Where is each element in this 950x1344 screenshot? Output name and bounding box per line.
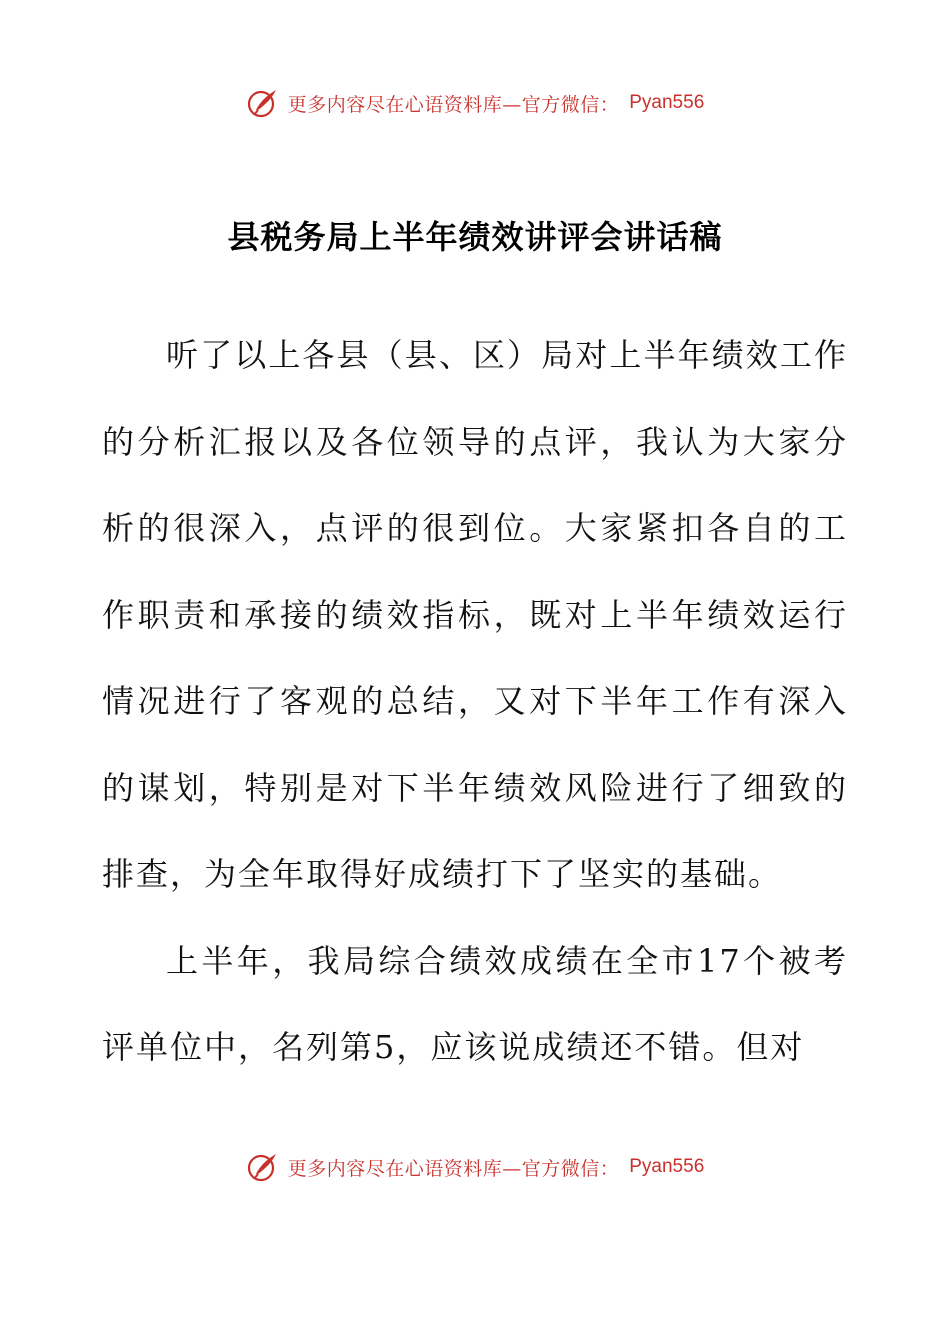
quill-pen-logo-icon xyxy=(246,86,280,120)
footer-watermark xyxy=(0,1147,950,1187)
document-body xyxy=(102,312,848,1091)
watermark-wechat-id: Pyan556 xyxy=(629,1156,705,1177)
paragraph: 听了以上各县（县、区）局对上半年绩效工作的分析汇报以及各位领导的点评，我认为大家分析的很深入，点评的很到位。大家紧扣各自的工作职责和承接的绩效指标，既对上半年绩效运行情况进行了客观的总结，又对下半年工作有深入的谋划，特别是对下半年绩效风险进行了细致的排查，为全年取得好成绩打下了坚实的基础。 xyxy=(102,336,848,893)
watermark-wechat-id: Pyan556 xyxy=(629,92,705,113)
quill-pen-logo-icon xyxy=(246,1150,280,1184)
document-title: 县税务局上半年绩效讲评会讲话稿 xyxy=(227,218,723,256)
watermark-text: 更多内容尽在心语资料库—官方微信： xyxy=(287,93,620,116)
paragraph: 上半年，我局综合绩效成绩在全市17个被考评单位中，名列第5，应该说成绩还不错。但对 xyxy=(102,941,848,1066)
watermark-text: 更多内容尽在心语资料库—官方微信： xyxy=(287,1157,620,1180)
header-watermark xyxy=(0,83,950,123)
